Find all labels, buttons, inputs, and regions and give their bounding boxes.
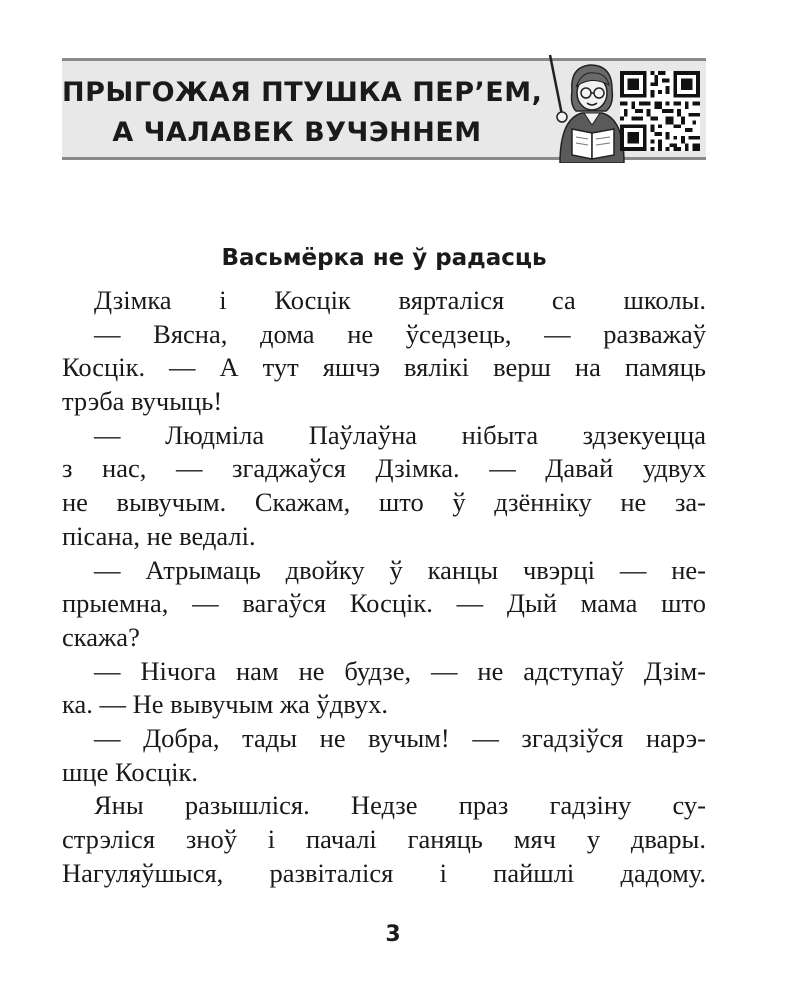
story-line: стрэліся зноў і пачалі ганяць мяч у двары. (62, 824, 706, 854)
story-line: Нагуляўшыся, развіталіся і пайшлі дадому. (62, 857, 706, 888)
story-line: пісана, не ведалі. (62, 520, 256, 551)
story-line: — Добра, тады не вучым! — згадзіўся нарэ- (94, 722, 706, 753)
story-line: Косцік. — А тут яшчэ вялікі верш на памяць (62, 352, 706, 383)
story-line: не вывучым. Скажам, што ў дзённіку не за- (62, 487, 706, 518)
story-line: — Людміла Паўлаўна нібыта здзекуецца (94, 419, 706, 450)
chapter-title (62, 73, 543, 153)
story-body (62, 240, 706, 890)
story-line: скажа? (62, 621, 140, 652)
story-line: — Атрымаць двойку ў канцы чвэрці — не- (94, 554, 706, 585)
story-line: шце Косцік. (62, 756, 199, 787)
page-number: 3 (385, 922, 401, 947)
chapter-header (62, 58, 706, 160)
story-line: Яны разышліся. Недзе праз гадзіну су- (94, 790, 706, 821)
story-line: з нас, — згаджаўся Дзімка. — Давай удвух (62, 453, 706, 484)
story-line: Дзімка і Косцік вярталіся са школы. (94, 285, 706, 315)
chapter-title-line-2: А ЧАЛАВЕК ВУЧЭННЕМ (112, 117, 482, 148)
story-line: прыемна, — вагаўся Косцік. — Дый мама што (62, 588, 706, 619)
story-line: — Вясна, дома не ўседзець, — разважаў (94, 318, 706, 349)
story-line: ка. — Не вывучым жа ўдвух. (62, 689, 388, 720)
teacher-illustration (532, 53, 632, 163)
chapter-title-line-1: ПРЫГОЖАЯ ПТУШКА ПЕР’ЕМ, (62, 77, 543, 108)
qr-code-icon[interactable] (620, 71, 700, 151)
story-line: трэба вучыць! (62, 386, 223, 417)
story-line: — Нічога нам не будзе, — не адступаў Дзім- (94, 655, 706, 686)
story-title: Васьмёрка не ў радасць (221, 245, 547, 271)
